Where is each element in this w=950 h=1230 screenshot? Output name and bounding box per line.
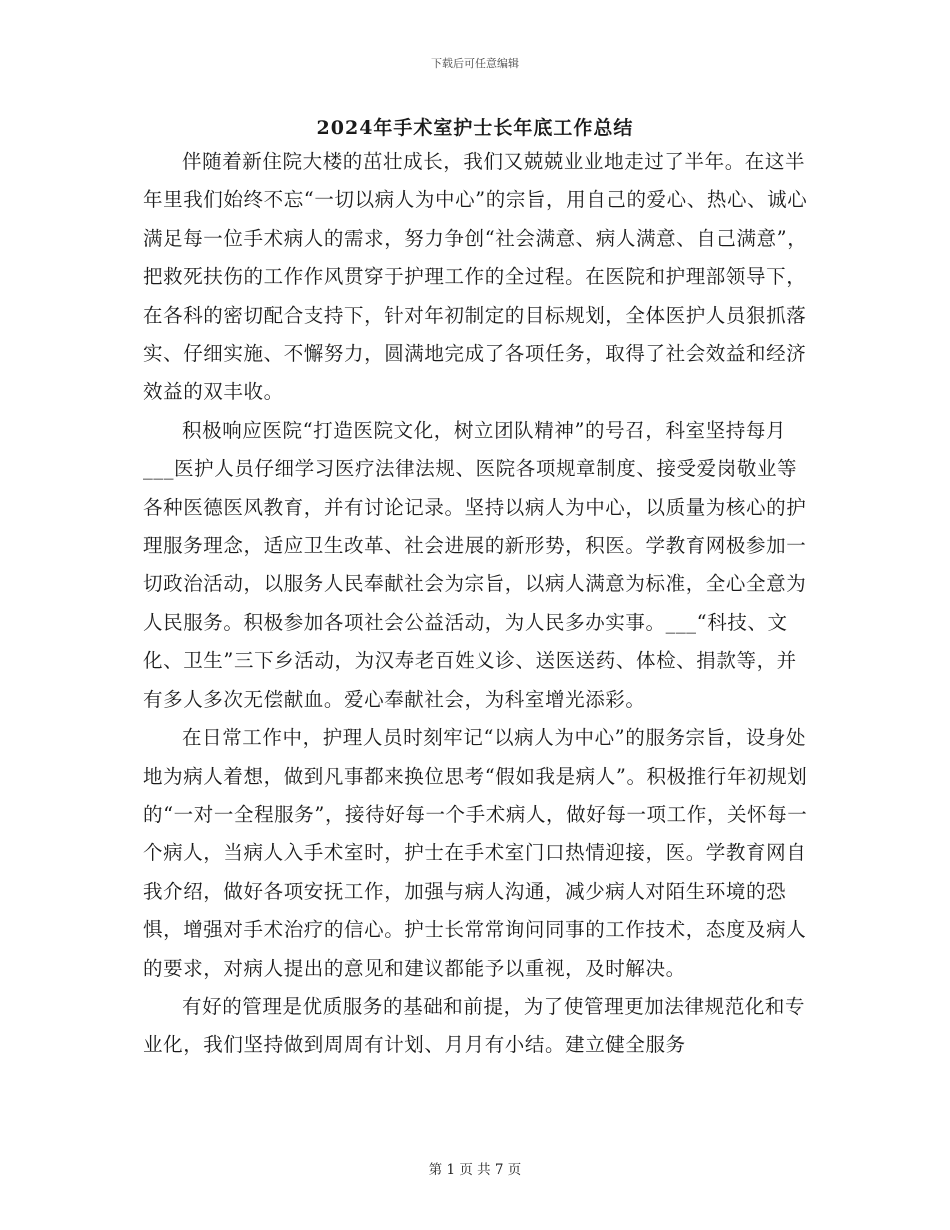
paragraph: 积极响应医院“打造医院文化，树立团队精神”的号召，科室坚持每月___医护人员仔细学习医疗法律法规、医院各项规章制度、接受爱岗敬业等各种医德医风教育，并有讨论记录。坚持以病人为中心，以质量为核心的护理服务理念，适应卫生改革、社会进展的新形势，积医。学教育网极参加一切政治活动，以服务人民奉献社会为宗旨，以病人满意为标准，全心全意为人民服务。积极参加各项社会公益活动，为人民多办实事。___“科技、文化、卫生”三下乡活动，为汉寿老百姓义诊、送医送药、体检、捐款等，并有多人多次无偿献血。爱心奉献社会，为科室增光添彩。: [143, 418, 807, 711]
paragraph: 伴随着新住院大楼的茁壮成长，我们又兢兢业业地走过了半年。在这半年里我们始终不忘“一切以病人为中心”的宗旨，用自己的爱心、热心、诚心满足每一位手术病人的需求，努力争创“社会满意、病人满意、自己满意”，把救死扶伤的工作作风贯穿于护理工作的全过程。在医院和护理部领导下，在各科的密切配合支持下，针对年初制定的目标规划，全体医护人员狠抓落实、仔细实施、不懈努力，圆满地完成了各项任务，取得了社会效益和经济效益的双丰收。: [143, 150, 808, 404]
page-header-note: 下载后可任意编辑: [431, 57, 519, 70]
page-number: 第 1 页 共 7 页: [428, 1162, 522, 1178]
paragraph: 有好的管理是优质服务的基础和前提，为了使管理更加法律规范化和专业化，我们坚持做到周周有计划、月月有小结。建立健全服务: [143, 994, 806, 1057]
paragraph: 在日常工作中，护理人员时刻牢记“以病人为中心”的服务宗旨，设身处地为病人着想，做到凡事都来换位思考“假如我是病人”。积极推行年初规划的“一对一全程服务”，接待好每一个手术病人，做好每一项工作，关怀每一个病人，当病人入手术室时，护士在手术室门口热情迎接，医。学教育网自我介绍，做好各项安抚工作，加强与病人沟通，减少病人对陌生环境的恐惧，增强对手术治疗的信心。护士长常常询问同事的工作技术，态度及病人的要求，对病人提出的意见和建议都能予以重视，及时解决。: [143, 726, 808, 980]
document-body: [143, 143, 808, 1065]
document-title: 2024年手术室护士长年底工作总结: [316, 117, 634, 139]
